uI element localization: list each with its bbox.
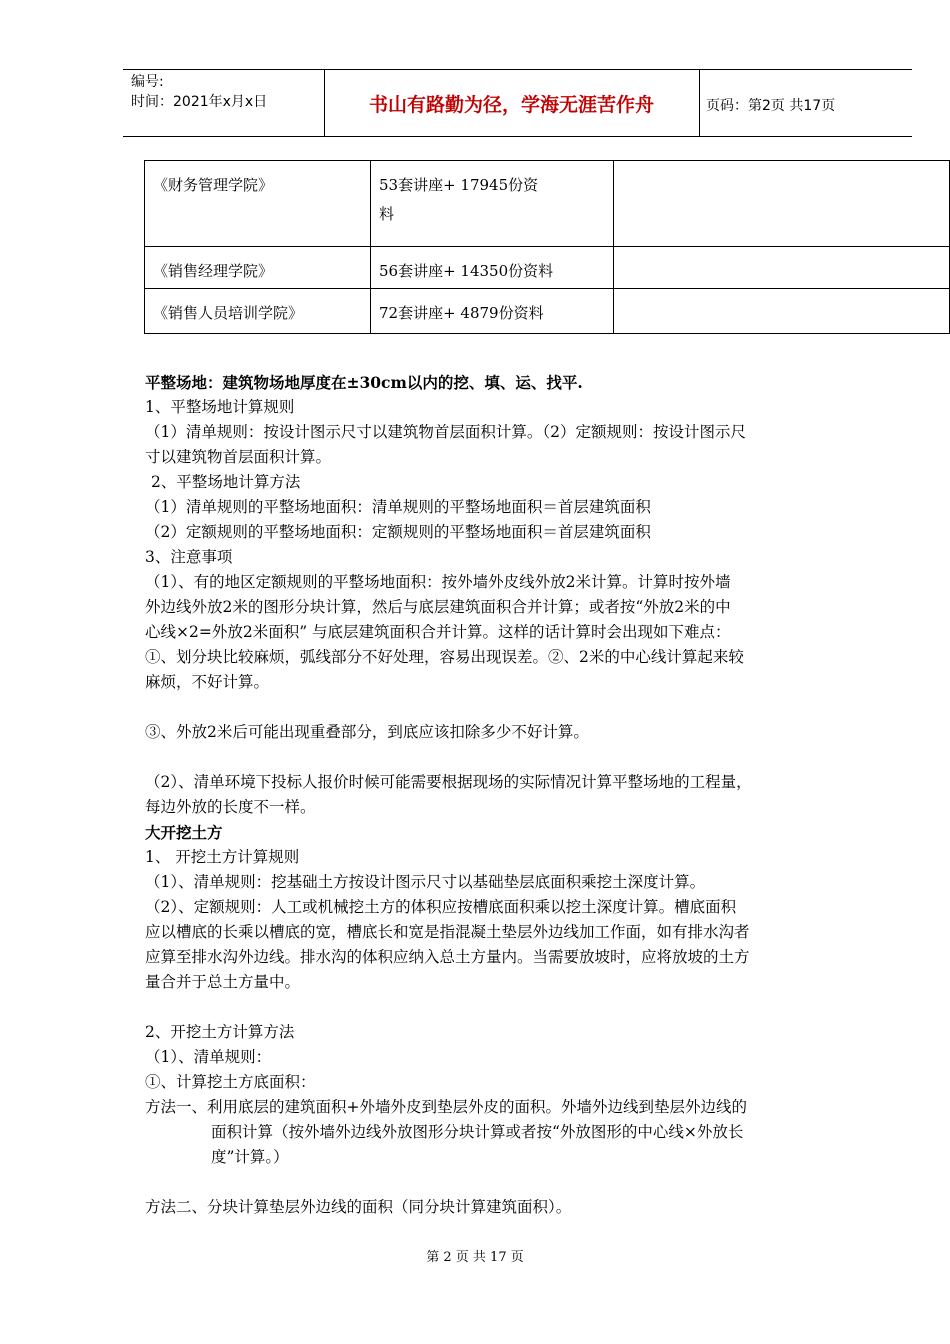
paragraph: 度”计算。）: [211, 1148, 289, 1166]
paragraph: 1、 开挖土方计算规则: [145, 848, 300, 866]
desc-line: 53套讲座+ 17945份资: [379, 176, 539, 194]
paragraph: 1、平整场地计算规则: [145, 398, 295, 416]
paragraph: 每边外放的长度不一样。: [145, 798, 316, 816]
paragraph: （1）、有的地区定额规则的平整场地面积：按外墙外皮线外放2米计算。计算时按外墙: [145, 573, 731, 591]
paragraph: （2）定额规则的平整场地面积：定额规则的平整场地面积＝首层建筑面积: [145, 523, 651, 541]
spacer: [145, 1170, 905, 1195]
table-row: [145, 289, 950, 334]
table-cell-name: 《销售经理学院》: [145, 247, 371, 289]
paragraph: （2）、清单环境下投标人报价时候可能需要根据现场的实际情况计算平整场地的工程量，: [145, 773, 752, 791]
paragraph: ①、划分块比较麻烦，弧线部分不好处理，容易出现误差。②、2米的中心线计算起来较: [145, 648, 744, 666]
header-meta: [131, 72, 267, 112]
paragraph: （1）、清单规则：挖基础土方按设计图示尺寸以基础垫层底面积乘挖土深度计算。: [145, 873, 706, 891]
section-heading: 平整场地：建筑物场地厚度在±30cm以内的挖、填、运、找平.: [145, 373, 583, 392]
table-row: [145, 247, 950, 289]
spacer: [145, 695, 905, 720]
paragraph: 心线×2=外放2米面积” 与底层建筑面积合并计算。这样的话计算时会出现如下难点：: [145, 623, 731, 641]
paragraph: 外边线外放2米的图形分块计算，然后与底层建筑面积合并计算；或者按“外放2米的中: [145, 598, 731, 616]
paragraph: 麻烦，不好计算。: [145, 673, 270, 691]
table-cell-extra: [614, 161, 950, 247]
table-cell-name: 《财务管理学院》: [145, 161, 371, 247]
table-cell-name: 《销售人员培训学院》: [145, 289, 371, 334]
paragraph: ①、计算挖土方底面积：: [145, 1073, 316, 1091]
paragraph: （1）清单规则的平整场地面积：清单规则的平整场地面积＝首层建筑面积: [145, 498, 651, 516]
page-header: [123, 69, 912, 137]
section-heading: 大开挖土方: [145, 823, 223, 842]
table-cell-desc: 72套讲座+ 4879份资料: [371, 289, 614, 334]
paragraph: 量合并于总土方量中。: [145, 973, 301, 991]
table-cell-extra: [614, 247, 950, 289]
header-divider-right: [699, 70, 700, 136]
paragraph: 应算至排水沟外边线。排水沟的体积应纳入总土方量内。当需要放坡时，应将放坡的土方: [145, 948, 750, 966]
desc-line: 料: [379, 205, 395, 223]
table-cell-desc: 56套讲座+ 14350份资料: [371, 247, 614, 289]
spacer: [145, 745, 905, 770]
paragraph: 2、开挖土方计算方法: [145, 1023, 295, 1041]
paragraph: （1）、清单规则：: [145, 1048, 272, 1066]
page-footer: 第 2 页 共 17 页: [426, 1250, 524, 1265]
paragraph: 寸以建筑物首层面积计算。: [145, 448, 332, 466]
header-page-info: 页码：第2页 共17页: [706, 98, 836, 114]
header-motto: 书山有路勤为径，学海无涯苦作舟: [368, 94, 654, 116]
table-row: [145, 161, 950, 247]
spacer: [145, 995, 905, 1020]
paragraph: 方法二、分块计算垫层外边线的面积（同分块计算建筑面积）。: [145, 1198, 572, 1216]
paragraph: ③、外放2米后可能出现重叠部分，到底应该扣除多少不好计算。: [145, 723, 589, 741]
table-cell-desc: [371, 161, 614, 247]
paragraph: （1）清单规则：按设计图示尺寸以建筑物首层面积计算。（2）定额规则：按设计图示尺: [145, 423, 746, 441]
paragraph: 2、平整场地计算方法: [151, 473, 301, 491]
table-cell-extra: [614, 289, 950, 334]
number-label: 编号:: [131, 74, 164, 90]
paragraph: 方法一、利用底层的建筑面积+外墙外皮到垫层外皮的面积。外墙外边线到垫层外边线的: [145, 1098, 747, 1116]
resource-table: [144, 160, 950, 334]
time-label: 时间：2021年x月x日: [131, 94, 268, 110]
paragraph: 3、注意事项: [145, 548, 233, 566]
paragraph: 面积计算（按外墙外边线外放图形分块计算或者按“外放图形的中心线×外放长: [211, 1123, 744, 1141]
paragraph: 应以槽底的长乘以槽底的宽，槽底长和宽是指混凝土垫层外边线加工作面，如有排水沟者: [145, 923, 750, 941]
paragraph: （2）、定额规则：人工或机械挖土方的体积应按槽底面积乘以挖土深度计算。槽底面积: [145, 898, 737, 916]
document-body: [145, 370, 905, 1220]
